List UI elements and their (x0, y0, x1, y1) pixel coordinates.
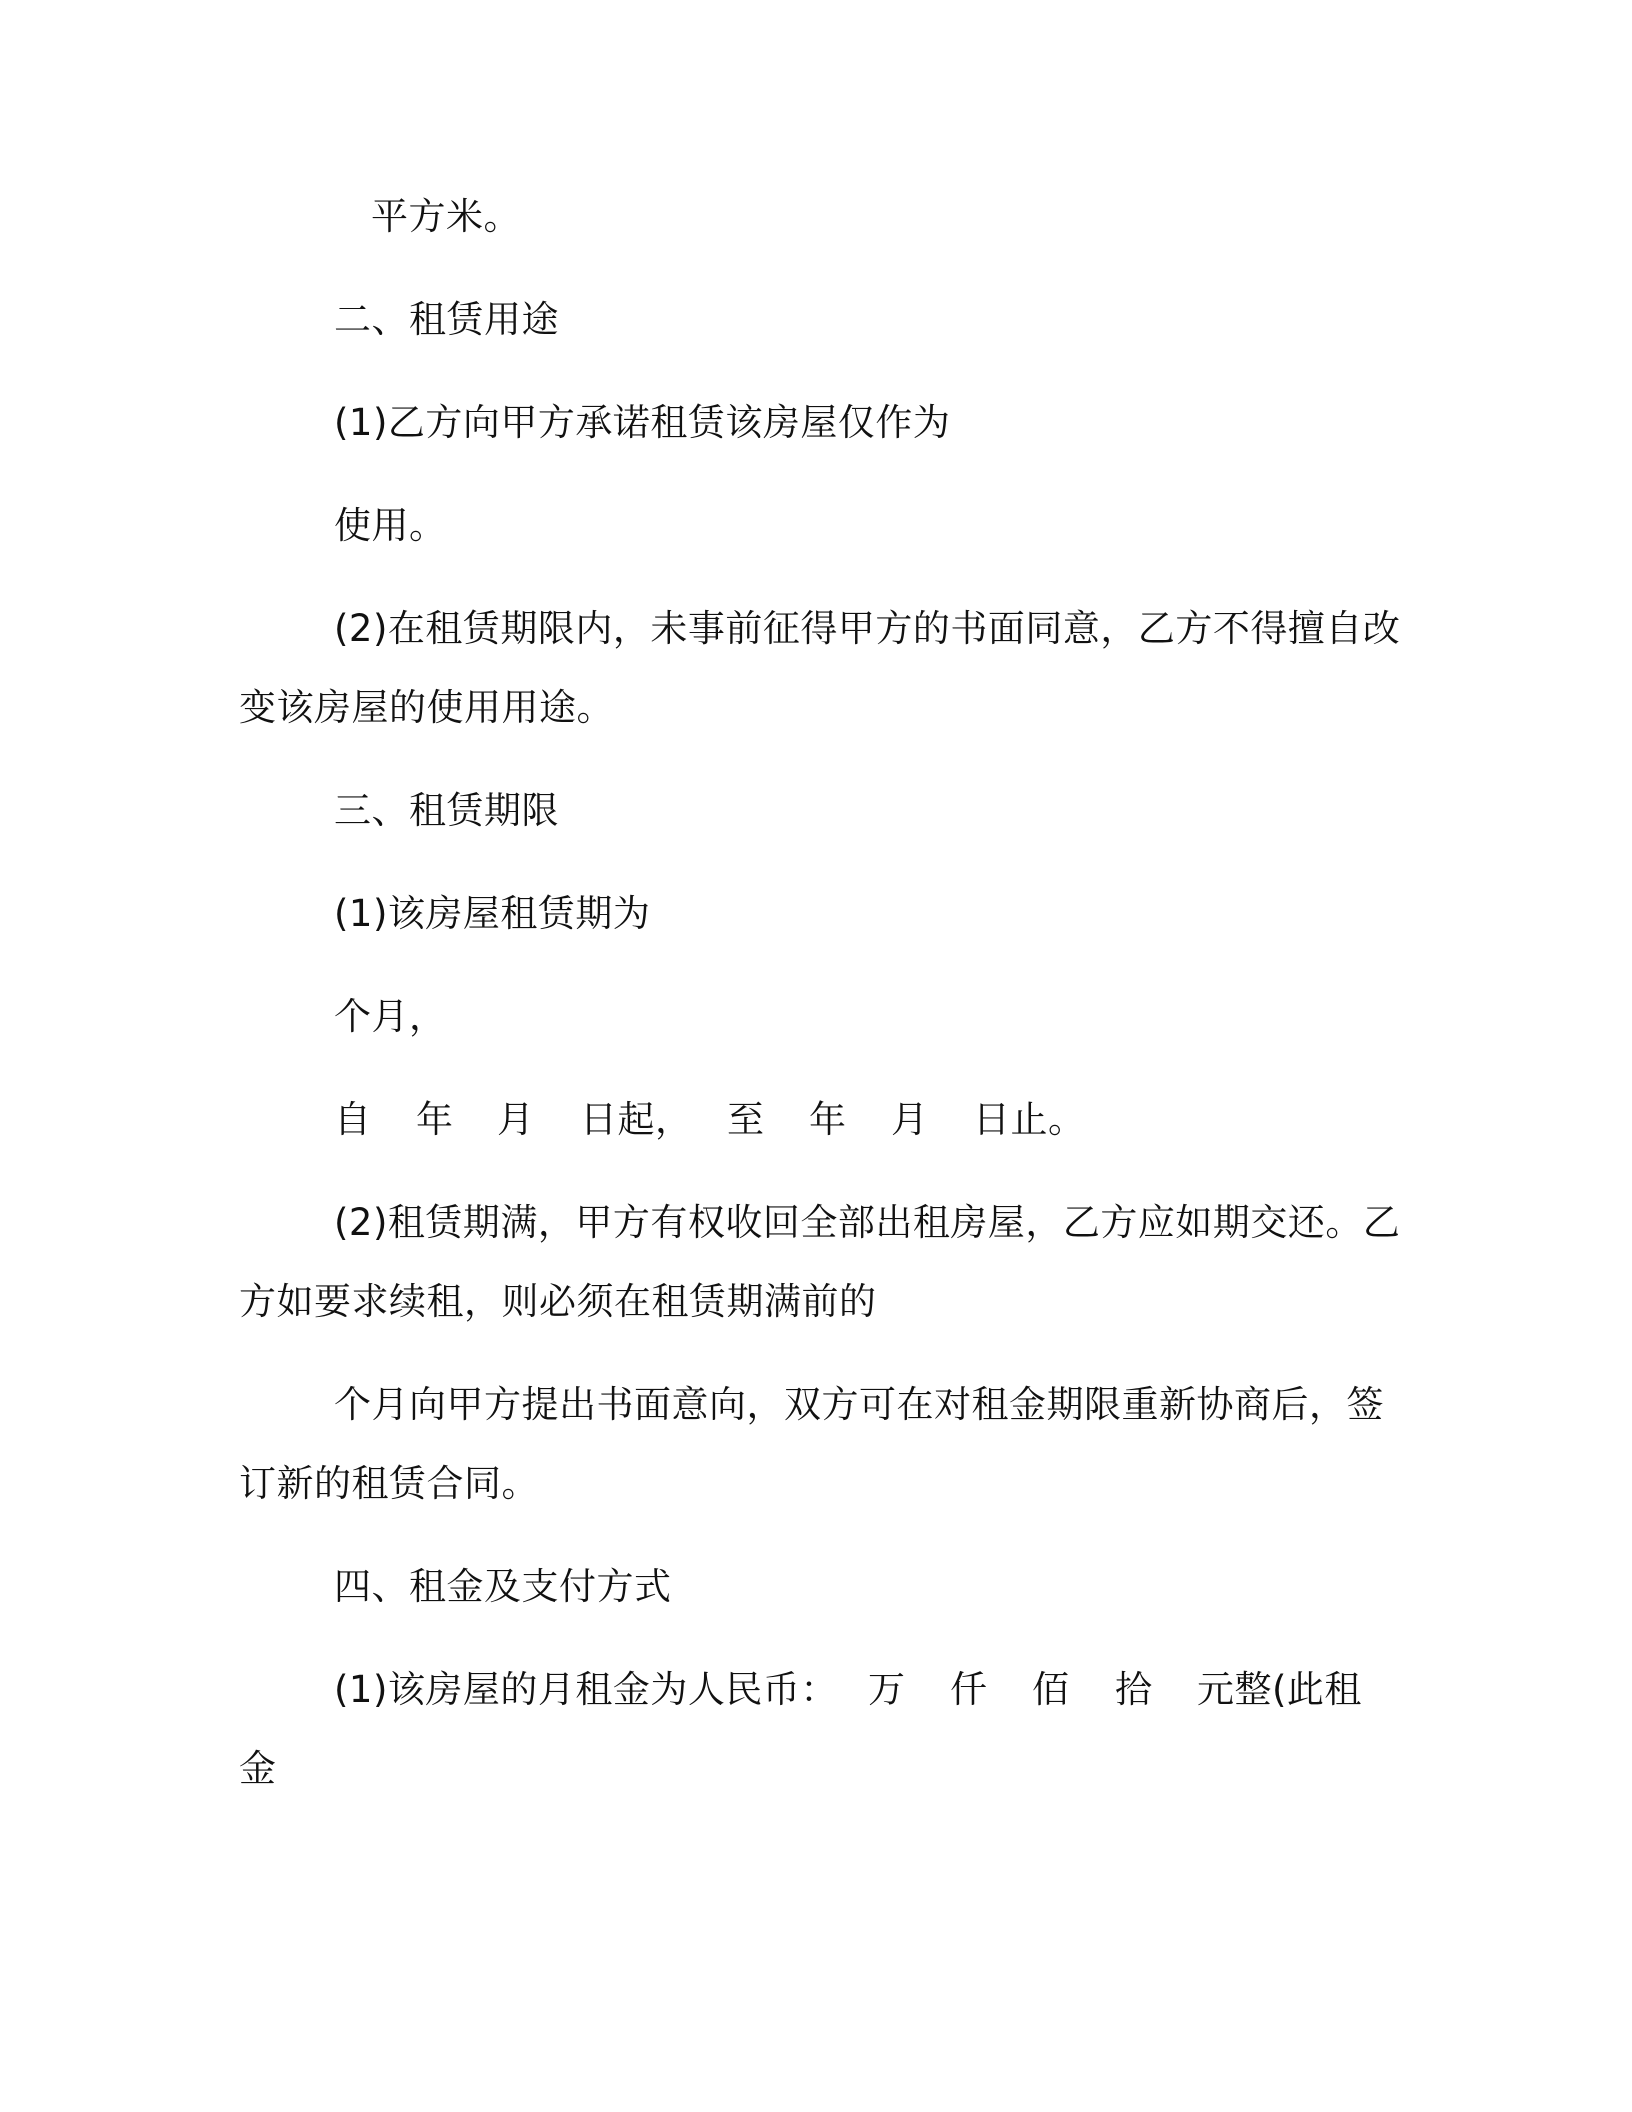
section-heading-rent: 四、租金及支付方式 (334, 1565, 672, 1608)
date-to: 至 (727, 1098, 765, 1141)
date-year-1: 年 (416, 1098, 454, 1141)
text-line-term-2-end: 订新的租赁合同。 (239, 1462, 539, 1505)
date-day-end: 日止。 (973, 1098, 1086, 1141)
text-line-term-months: 个月， (334, 995, 447, 1038)
text-line-rent-1-cont: 金 (239, 1747, 277, 1790)
text-line-area-unit: 平方米。 (371, 195, 521, 238)
text-line-term-2-cont: 方如要求续租，则必须在租赁期满前的 (239, 1280, 877, 1323)
rent-unit-qian: 仟 (950, 1668, 988, 1711)
text-line-purpose-1-end: 使用。 (334, 504, 447, 547)
section-heading-purpose: 二、租赁用途 (334, 298, 559, 341)
text-line-term-2: (2)租赁期满，甲方有权收回全部出租房屋，乙方应如期交还。乙 (334, 1201, 1401, 1244)
section-heading-term: 三、租赁期限 (334, 789, 559, 832)
date-year-2: 年 (809, 1098, 847, 1141)
date-month-2: 月 (891, 1098, 929, 1141)
rent-unit-wan: 万 (868, 1668, 906, 1711)
text-line-term-dates (0, 1096, 1632, 1144)
rent-unit-yuan: 元整(此租 (1197, 1668, 1362, 1711)
rent-prefix: (1)该房屋的月租金为人民币： (334, 1668, 838, 1711)
text-line-purpose-2-cont: 变该房屋的使用用途。 (239, 686, 614, 729)
text-line-purpose-1: (1)乙方向甲方承诺租赁该房屋仅作为 (334, 401, 951, 444)
date-month-1: 月 (497, 1098, 535, 1141)
text-line-term-2-notice: 个月向甲方提出书面意向，双方可在对租金期限重新协商后，签 (334, 1383, 1384, 1426)
date-day-start: 日起， (580, 1098, 693, 1141)
text-line-purpose-2: (2)在租赁期限内，未事前征得甲方的书面同意，乙方不得擅自改 (334, 607, 1401, 650)
text-line-term-1: (1)该房屋租赁期为 (334, 892, 651, 935)
date-from: 自 (334, 1098, 372, 1141)
rent-unit-bai: 佰 (1032, 1668, 1070, 1711)
rent-unit-shi: 拾 (1115, 1668, 1153, 1711)
text-line-rent-1 (0, 1666, 1632, 1714)
